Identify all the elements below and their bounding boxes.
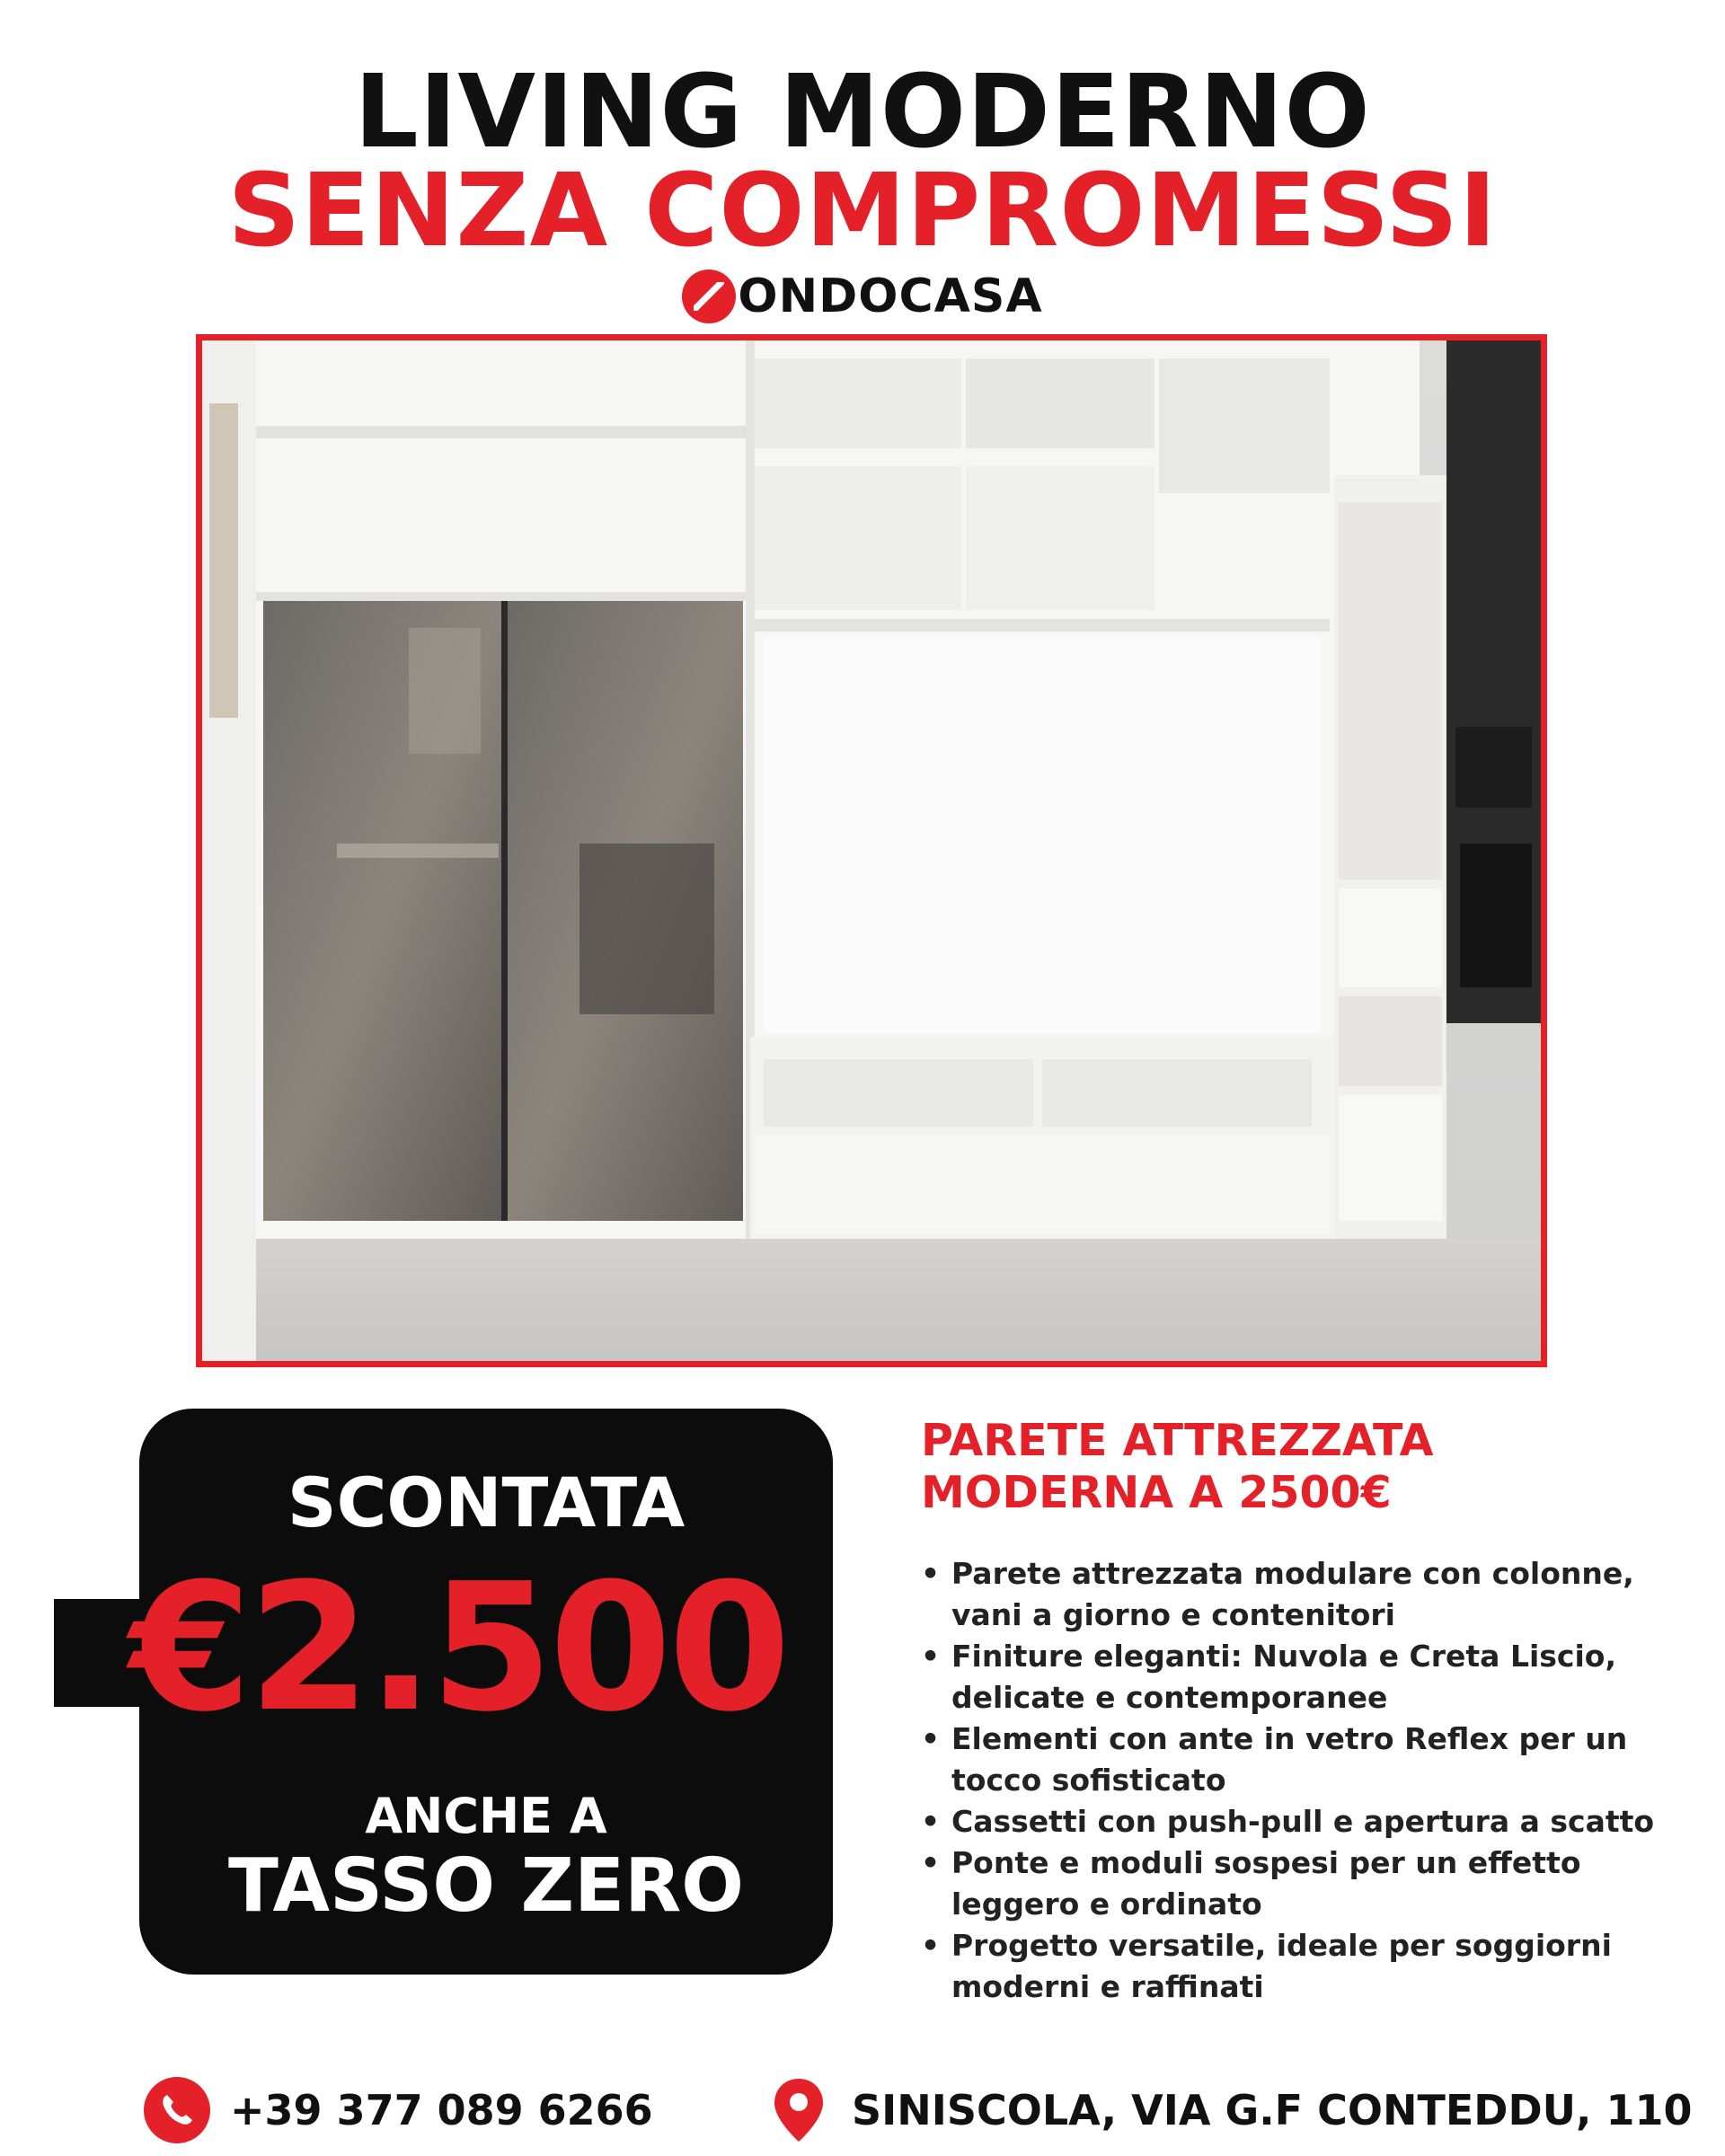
- brand-mark-icon: [682, 270, 736, 323]
- brand-name: ONDOCASA: [738, 270, 1043, 323]
- features-title-line-1: PARETE ATTREZZATA: [921, 1415, 1434, 1466]
- features-title-line-2: MODERNA A 2500€: [921, 1467, 1392, 1518]
- list-item: • Elementi con ante in vetro Reflex per un tocco sofisticato: [921, 1719, 1667, 1801]
- list-item: • Ponte e moduli sospesi per un effetto leggero e ordinato: [921, 1842, 1667, 1925]
- list-item: • Parete attrezzata modulare con colonne, vani a giorno e contenitori: [921, 1553, 1667, 1636]
- phone-number: +39 377 089 6266: [230, 2086, 653, 2134]
- list-item: • Finiture eleganti: Nuvola e Creta Liscio, delicate e contemporanee: [921, 1636, 1667, 1719]
- features-section: [921, 1415, 1667, 2008]
- store-address: SINISCOLA, VIA G.F CONTEDDU, 110: [852, 2086, 1693, 2134]
- product-photo: [196, 334, 1547, 1367]
- features-title: [921, 1415, 1667, 1519]
- price-value: €2.500: [128, 1546, 788, 1751]
- phone-icon: [144, 2077, 210, 2143]
- location-pin-icon: [765, 2077, 832, 2143]
- features-list: [921, 1553, 1667, 2008]
- product-photo-illustration: [202, 340, 1541, 1361]
- price-value-wrapper: [54, 1546, 862, 1751]
- contact-address[interactable]: [765, 2077, 1693, 2143]
- headline-line-2: SENZA COMPROMESSI: [227, 153, 1498, 270]
- price-label-zero-rate: TASSO ZERO: [227, 1843, 745, 1929]
- headline-line-1: LIVING MODERNO: [354, 54, 1371, 171]
- brand-logo: [0, 270, 1725, 323]
- contact-phone[interactable]: [144, 2077, 653, 2143]
- price-label-discounted: SCONTATA: [287, 1462, 686, 1542]
- price-label-also: ANCHE A: [365, 1788, 607, 1844]
- list-item: • Cassetti con push-pull e apertura a scatto: [921, 1801, 1667, 1842]
- list-item: • Progetto versatile, ideale per soggiorni moderni e raffinati: [921, 1925, 1667, 2008]
